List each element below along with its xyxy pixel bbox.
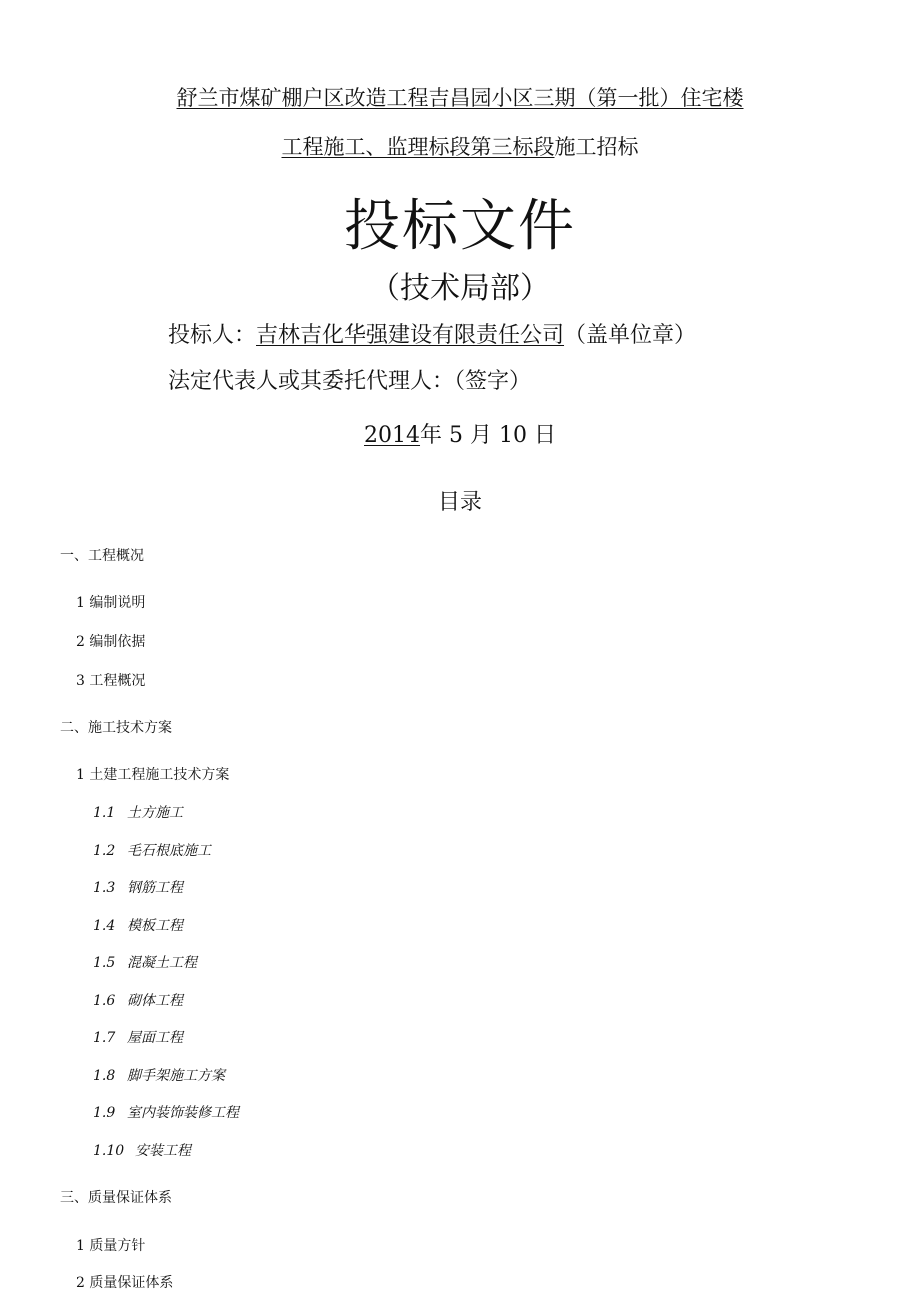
toc-section: 二、施工技术方案 <box>60 720 172 736</box>
toc-subitem-number: 1.6 <box>93 993 116 1009</box>
document-subtitle: （技术局部） <box>370 271 550 306</box>
project-title-line2-rest: 施工招标 <box>554 135 639 159</box>
toc-subitem-number: 1.3 <box>93 880 116 896</box>
toc-subitem-label: 室内装饰装修工程 <box>127 1105 239 1121</box>
toc-item: 1 土建工程施工技术方案 <box>76 767 230 783</box>
toc-subitem-number: 1.7 <box>93 1030 116 1046</box>
bidder-name: 吉林吉化华强建设有限责任公司 <box>256 323 565 348</box>
toc-item: 1 质量方针 <box>76 1238 146 1254</box>
bidder-label: 投标人： <box>168 323 257 348</box>
toc-subitem <box>93 952 197 972</box>
toc-subitem <box>93 1065 225 1085</box>
toc-subitem-number: 1.9 <box>93 1105 116 1121</box>
toc-subitem-label: 屋面工程 <box>127 1030 183 1046</box>
document-title: 投标文件 <box>344 194 576 259</box>
toc-subitem <box>93 1027 183 1047</box>
toc-subitem-label: 脚手架施工方案 <box>127 1068 225 1084</box>
toc-subitem-label: 模板工程 <box>127 918 183 934</box>
toc-subitem <box>93 840 211 860</box>
toc-subitem <box>93 990 183 1010</box>
toc-item: 2 编制依据 <box>76 634 146 650</box>
toc-subitem-label: 砌体工程 <box>127 993 183 1009</box>
toc-subitem-number: 1.2 <box>93 843 116 859</box>
toc-subitem <box>93 877 183 897</box>
toc-section: 三、质量保证体系 <box>60 1190 172 1206</box>
toc-subitem <box>93 1102 239 1122</box>
toc-subitem <box>93 802 183 822</box>
toc-subitem-number: 1.1 <box>93 805 116 821</box>
toc-subitem <box>93 915 183 935</box>
toc-item: 3 工程概况 <box>76 673 146 689</box>
legal-representative-line: 法定代表人或其委托代理人：（签字） <box>168 369 532 394</box>
toc-subitem-label: 毛石根底施工 <box>127 843 211 859</box>
toc-title: 目录 <box>437 490 482 515</box>
date-rest: 年 5 月 10 日 <box>420 423 556 448</box>
toc-subitem <box>93 1140 191 1160</box>
toc-subitem-number: 1.4 <box>93 918 116 934</box>
toc-subitem-label: 土方施工 <box>127 805 183 821</box>
bidder-line <box>168 318 696 349</box>
project-title-line1: 舒兰市煤矿棚户区改造工程吉昌园小区三期（第一批）住宅楼 <box>176 86 744 110</box>
toc-subitem-number: 1.8 <box>93 1068 116 1084</box>
project-title-line2-underlined: 工程施工、监理标段第三标段 <box>281 135 555 159</box>
date-year: 2014 <box>364 423 421 448</box>
toc-subitem-label: 混凝土工程 <box>127 955 197 971</box>
toc-subitem-label: 安装工程 <box>135 1143 191 1159</box>
toc-item: 1 编制说明 <box>76 595 146 611</box>
toc-section: 一、工程概况 <box>60 548 144 564</box>
document-date <box>0 418 920 449</box>
toc-item: 2 质量保证体系 <box>76 1275 174 1291</box>
toc-subitem-number: 1.10 <box>93 1143 125 1159</box>
project-title-line2 <box>0 131 920 161</box>
toc-subitem-number: 1.5 <box>93 955 116 971</box>
bidder-seal-note: （盖单位章） <box>564 323 697 348</box>
toc-subitem-label: 钢筋工程 <box>127 880 183 896</box>
